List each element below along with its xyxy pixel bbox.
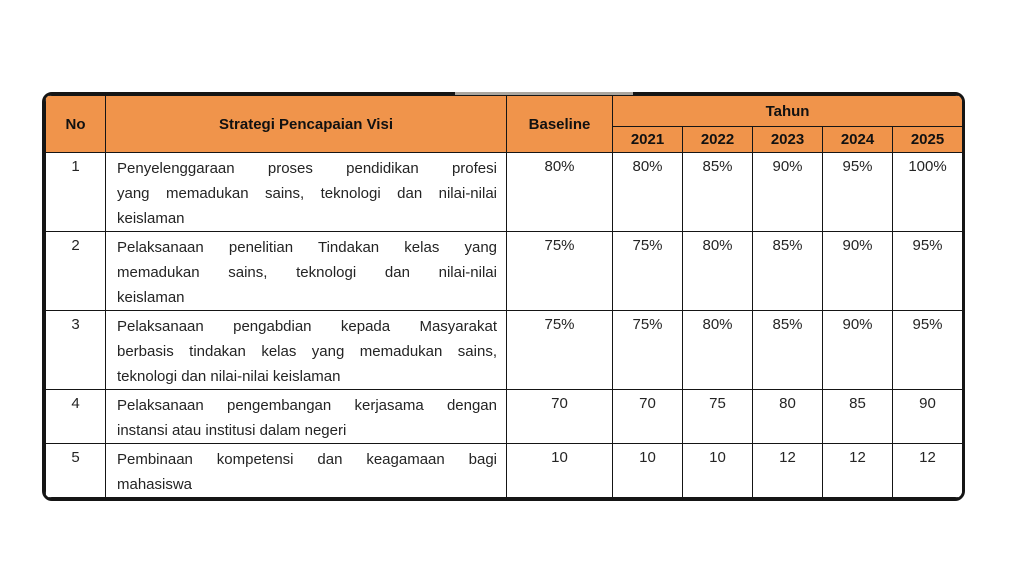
strategy-line: mahasiswa (117, 476, 193, 493)
header-strategy: Strategi Pencapaian Visi (106, 96, 507, 153)
row-baseline: 70 (507, 390, 613, 444)
row-value-2024: 90% (823, 311, 893, 390)
row-strategy (106, 232, 507, 311)
row-value-2024: 95% (823, 153, 893, 232)
row-value-2021: 10 (613, 444, 683, 498)
row-strategy (106, 444, 507, 498)
row-value-2024: 85 (823, 390, 893, 444)
row-value-2023: 90% (753, 153, 823, 232)
row-value-2021: 80% (613, 153, 683, 232)
strategy-line: instansi atau institusi dalam negeri (117, 422, 347, 439)
row-value-2023: 80 (753, 390, 823, 444)
header-row-top (46, 96, 963, 127)
table-row (46, 153, 963, 232)
strategy-line: memadukan sains, teknologi dan nilai-nilai (117, 264, 497, 281)
strategy-line: teknologi dan nilai-nilai keislaman (117, 368, 341, 385)
row-value-2021: 75% (613, 232, 683, 311)
row-value-2022: 85% (683, 153, 753, 232)
row-value-2025: 90 (893, 390, 963, 444)
row-value-2022: 80% (683, 232, 753, 311)
row-no: 4 (46, 390, 106, 444)
strategy-line: berbasis tindakan kelas yang memadukan sains, (117, 343, 497, 360)
table-row (46, 311, 963, 390)
strategy-target-table-container (42, 92, 965, 501)
row-value-2022: 80% (683, 311, 753, 390)
strategy-line: yang memadukan sains, teknologi dan nilai-nilai (117, 185, 497, 202)
row-value-2024: 90% (823, 232, 893, 311)
row-value-2023: 85% (753, 232, 823, 311)
row-baseline: 80% (507, 153, 613, 232)
row-strategy (106, 153, 507, 232)
row-value-2025: 95% (893, 232, 963, 311)
row-no: 2 (46, 232, 106, 311)
strategy-line: Pelaksanaan pengembangan kerjasama dengan (117, 397, 497, 414)
header-year-2021: 2021 (613, 127, 683, 153)
row-value-2025: 100% (893, 153, 963, 232)
header-tahun-group: Tahun (613, 96, 963, 127)
header-year-2025: 2025 (893, 127, 963, 153)
row-value-2021: 75% (613, 311, 683, 390)
table-row (46, 232, 963, 311)
header-no: No (46, 96, 106, 153)
strategy-line: Penyelenggaraan proses pendidikan profesi (117, 160, 497, 177)
row-baseline: 75% (507, 232, 613, 311)
row-baseline: 75% (507, 311, 613, 390)
strategy-line: Pelaksanaan pengabdian kepada Masyarakat (117, 318, 497, 335)
row-value-2025: 95% (893, 311, 963, 390)
row-no: 1 (46, 153, 106, 232)
table-row (46, 390, 963, 444)
row-value-2023: 12 (753, 444, 823, 498)
header-year-2022: 2022 (683, 127, 753, 153)
table-row (46, 444, 963, 498)
row-value-2021: 70 (613, 390, 683, 444)
row-strategy (106, 311, 507, 390)
scan-artifact-line (455, 92, 633, 95)
row-no: 5 (46, 444, 106, 498)
row-value-2023: 85% (753, 311, 823, 390)
row-strategy (106, 390, 507, 444)
row-baseline: 10 (507, 444, 613, 498)
header-year-2023: 2023 (753, 127, 823, 153)
header-year-2024: 2024 (823, 127, 893, 153)
row-value-2025: 12 (893, 444, 963, 498)
strategy-line: keislaman (117, 210, 185, 227)
strategy-target-table (45, 95, 963, 498)
strategy-line: Pembinaan kompetensi dan keagamaan bagi (117, 451, 497, 468)
row-value-2022: 10 (683, 444, 753, 498)
row-value-2024: 12 (823, 444, 893, 498)
strategy-line: Pelaksanaan penelitian Tindakan kelas yang (117, 239, 497, 256)
strategy-line: keislaman (117, 289, 185, 306)
header-baseline: Baseline (507, 96, 613, 153)
row-value-2022: 75 (683, 390, 753, 444)
row-no: 3 (46, 311, 106, 390)
